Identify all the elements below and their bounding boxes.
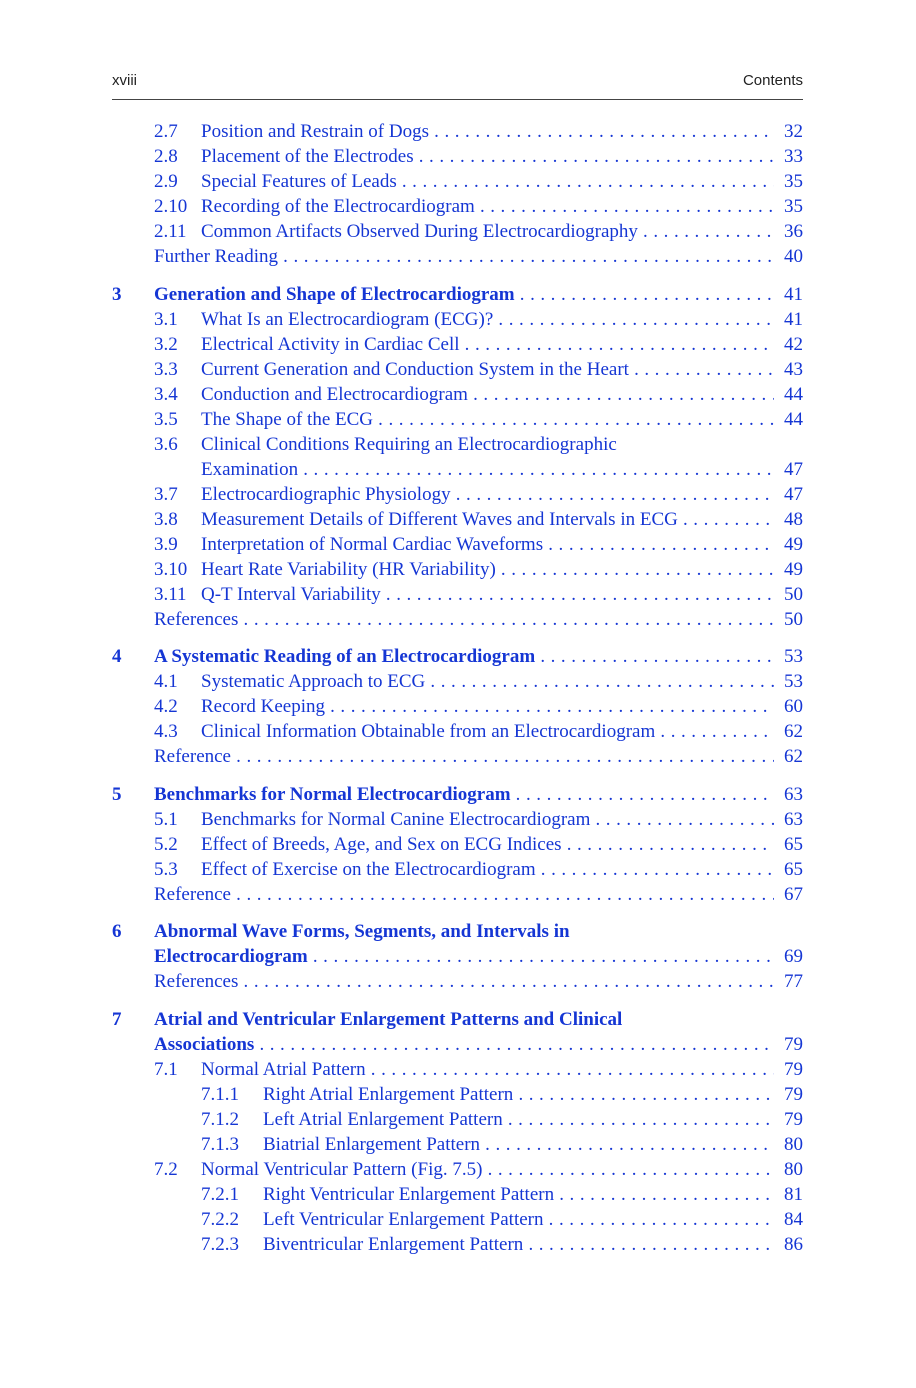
toc-entry-page[interactable]: 35 (784, 196, 803, 217)
toc-entry-title[interactable]: Recording of the Electrocardiogram . . . (201, 194, 774, 219)
toc-entry-number: 7 (112, 1009, 122, 1030)
toc-entry-page[interactable]: 60 (784, 696, 803, 717)
toc-entry-title[interactable]: Heart Rate Variability (HR Variability) . . . (201, 557, 774, 582)
toc-entry-number: 3.10 (154, 559, 188, 580)
toc-entry-page[interactable]: 32 (784, 121, 803, 142)
toc-entry[interactable] (0, 557, 916, 582)
toc-entry-title[interactable]: Clinical Information Obtainable from an Electrocardiogram . . . (201, 719, 774, 744)
toc-entry[interactable] (0, 944, 916, 969)
toc-entry[interactable] (0, 382, 916, 407)
toc-entry[interactable] (0, 1007, 916, 1032)
toc-entry-page[interactable]: 41 (784, 309, 803, 330)
toc-entry-title[interactable]: Benchmarks for Normal Electrocardiogram . . . (154, 782, 774, 807)
toc-entry-title[interactable]: Effect of Breeds, Age, and Sex on ECG Indices . . . (201, 832, 774, 857)
toc-entry-title[interactable]: Abnormal Wave Forms, Segments, and Intervals in (154, 921, 570, 942)
toc-entry-number: 2.10 (154, 196, 188, 217)
toc-entry-page[interactable]: 40 (784, 246, 803, 267)
toc-entry-number: 7.2.3 (201, 1234, 239, 1255)
toc-entry[interactable] (0, 194, 916, 219)
toc-entry-title[interactable]: Measurement Details of Different Waves and Intervals in ECG . . . (201, 507, 774, 532)
toc-entry-title[interactable]: Electrocardiographic Physiology . . . (201, 482, 774, 507)
toc-entry-page[interactable]: 42 (784, 334, 803, 355)
toc-entry-title[interactable]: The Shape of the ECG . . . (201, 407, 774, 432)
toc-entry-title[interactable]: References . . . (154, 969, 774, 994)
toc-entry[interactable] (0, 1157, 916, 1182)
toc-entry[interactable] (0, 1132, 916, 1157)
toc-entry-title[interactable]: Position and Restrain of Dogs . . . (201, 119, 774, 144)
toc-entry-number: 3.8 (154, 509, 178, 530)
toc-entry-title[interactable]: Conduction and Electrocardiogram . . . (201, 382, 774, 407)
toc-entry-number: 2.7 (154, 121, 178, 142)
running-header: Contents (742, 72, 803, 89)
toc-entry[interactable] (0, 457, 916, 482)
toc-entry-number: 3.3 (154, 359, 178, 380)
toc-entry-page[interactable]: 67 (784, 884, 803, 905)
toc-entry-number: 3.6 (154, 434, 178, 455)
toc-entry[interactable] (0, 357, 916, 382)
toc-entry-number: 3 (112, 284, 122, 305)
toc-entry[interactable] (0, 669, 916, 694)
toc-entry-number: 7.2.2 (201, 1209, 239, 1230)
toc-entry-title[interactable]: Biatrial Enlargement Pattern . . . (263, 1132, 774, 1157)
toc-entry-page[interactable]: 79 (784, 1059, 803, 1080)
toc-entry[interactable] (0, 307, 916, 332)
toc-entry-title[interactable]: Interpretation of Normal Cardiac Waveforms . . . (201, 532, 774, 557)
toc-entry-title[interactable]: Systematic Approach to ECG . . . (201, 669, 774, 694)
toc-entry-page[interactable]: 63 (784, 784, 803, 805)
toc-entry-number: 3.9 (154, 534, 178, 555)
toc-entry-title[interactable]: Effect of Exercise on the Electrocardiogram . . . (201, 857, 774, 882)
toc-entry-number: 3.5 (154, 409, 178, 430)
toc-entry[interactable] (0, 244, 916, 269)
toc-entry[interactable] (0, 1107, 916, 1132)
toc-entry-page[interactable]: 80 (784, 1134, 803, 1155)
toc-entry-number: 3.1 (154, 309, 178, 330)
toc-entry-page[interactable]: 79 (784, 1084, 803, 1105)
toc-entry-title[interactable]: Normal Ventricular Pattern (Fig. 7.5) . . . (201, 1157, 774, 1182)
toc-entry-page[interactable]: 79 (784, 1109, 803, 1130)
toc-entry[interactable] (0, 169, 916, 194)
toc-entry[interactable] (0, 119, 916, 144)
toc-entry-page[interactable]: 50 (784, 609, 803, 630)
toc-entry-number: 5 (112, 784, 122, 805)
toc-entry-title[interactable]: Q-T Interval Variability . . . (201, 582, 774, 607)
toc-entry-title[interactable]: What Is an Electrocardiogram (ECG)? . . . (201, 307, 774, 332)
toc-entry-title[interactable]: Examination . . . (201, 457, 774, 482)
toc-entry-number: 5.1 (154, 809, 178, 830)
toc-entry-page[interactable]: 62 (784, 746, 803, 767)
toc-entry-page[interactable]: 44 (784, 409, 803, 430)
toc-entry-page[interactable]: 77 (784, 971, 803, 992)
toc-entry-title[interactable]: Biventricular Enlargement Pattern . . . (263, 1232, 774, 1257)
toc-entry-number: 4.1 (154, 671, 178, 692)
toc-entry-number: 3.7 (154, 484, 178, 505)
toc-entry-number: 2.9 (154, 171, 178, 192)
toc-entry-number: 2.8 (154, 146, 178, 167)
toc-entry[interactable] (0, 832, 916, 857)
toc-entry-title[interactable]: Reference . . . (154, 744, 774, 769)
toc-entry-title[interactable]: Reference . . . (154, 882, 774, 907)
toc-entry-page[interactable]: 47 (784, 484, 803, 505)
toc-entry-number: 5.2 (154, 834, 178, 855)
toc-entry[interactable] (0, 407, 916, 432)
toc-entry-title[interactable]: Clinical Conditions Requiring an Electrocardiographic (201, 434, 617, 455)
toc-entry[interactable] (0, 969, 916, 994)
toc-entry[interactable] (0, 482, 916, 507)
toc-entry[interactable] (0, 1082, 916, 1107)
toc-entry-title[interactable]: Electrocardiogram . . . (154, 944, 774, 969)
toc-entry-page[interactable]: 49 (784, 559, 803, 580)
toc-entry-page[interactable]: 44 (784, 384, 803, 405)
toc-entry-title[interactable]: Electrical Activity in Cardiac Cell . . . (201, 332, 774, 357)
toc-entry-title[interactable]: Benchmarks for Normal Canine Electrocardiogram . . . (201, 807, 774, 832)
toc-entry-title[interactable]: Common Artifacts Observed During Electrocardiography . . . (201, 219, 774, 244)
toc-entry-page[interactable]: 65 (784, 834, 803, 855)
toc-entry-page[interactable]: 47 (784, 459, 803, 480)
toc-entry[interactable] (0, 807, 916, 832)
toc-entry[interactable] (0, 919, 916, 944)
toc-entry-page[interactable]: 69 (784, 946, 803, 967)
toc-entry[interactable] (0, 507, 916, 532)
toc-entry[interactable] (0, 694, 916, 719)
toc-entry-number: 3.2 (154, 334, 178, 355)
toc-entry[interactable] (0, 1182, 916, 1207)
toc-entry-title[interactable]: Atrial and Ventricular Enlargement Patterns and Clinical (154, 1009, 623, 1030)
toc-entry-number: 7.1 (154, 1059, 178, 1080)
toc-entry-number: 2.11 (154, 221, 187, 242)
toc-entry-title[interactable]: Further Reading . . . (154, 244, 774, 269)
toc-entry[interactable] (0, 332, 916, 357)
toc-entry[interactable] (0, 744, 916, 769)
toc-entry-number: 7.1.3 (201, 1134, 239, 1155)
toc-entry[interactable] (0, 607, 916, 632)
toc-entry-number: 4.2 (154, 696, 178, 717)
toc-entry[interactable] (0, 644, 916, 669)
toc-entry-page[interactable]: 86 (784, 1234, 803, 1255)
toc-entry[interactable] (0, 532, 916, 557)
toc-entry-number: 4.3 (154, 721, 178, 742)
toc-entry-title[interactable]: Right Ventricular Enlargement Pattern . . . (263, 1182, 774, 1207)
toc-entry-page[interactable]: 48 (784, 509, 803, 530)
toc-entry-title[interactable]: Associations . . . (154, 1032, 774, 1057)
toc-entry[interactable] (0, 719, 916, 744)
toc-entry-title[interactable]: Placement of the Electrodes . . . (201, 144, 774, 169)
toc-entry-page[interactable]: 53 (784, 646, 803, 667)
page-number-label: xviii (112, 72, 137, 89)
toc-entry[interactable] (0, 857, 916, 882)
toc-entry[interactable] (0, 432, 916, 457)
toc-entry-page[interactable]: 50 (784, 584, 803, 605)
toc-entry-number: 7.1.2 (201, 1109, 239, 1130)
toc-entry[interactable] (0, 782, 916, 807)
toc-entry[interactable] (0, 1057, 916, 1082)
toc-entry-page[interactable]: 43 (784, 359, 803, 380)
toc-entry-number: 6 (112, 921, 122, 942)
toc-entry-page[interactable]: 84 (784, 1209, 803, 1230)
toc-entry-number: 4 (112, 646, 122, 667)
toc-entry[interactable] (0, 582, 916, 607)
toc-entry-page[interactable]: 35 (784, 171, 803, 192)
toc-entry-number: 3.11 (154, 584, 187, 605)
toc-entry-title[interactable]: Right Atrial Enlargement Pattern . . . (263, 1082, 774, 1107)
toc-entry-title[interactable]: Normal Atrial Pattern . . . (201, 1057, 774, 1082)
toc-entry[interactable] (0, 1032, 916, 1057)
toc-entry-page[interactable]: 79 (784, 1034, 803, 1055)
toc-entry-page[interactable]: 53 (784, 671, 803, 692)
toc-entry-title[interactable]: Special Features of Leads . . . (201, 169, 774, 194)
toc-entry-title[interactable]: References . . . (154, 607, 774, 632)
toc-entry-title[interactable]: Left Atrial Enlargement Pattern . . . (263, 1107, 774, 1132)
toc-entry-title[interactable]: Left Ventricular Enlargement Pattern . . . (263, 1207, 774, 1232)
toc-entry-page[interactable]: 36 (784, 221, 803, 242)
toc-entry-page[interactable]: 41 (784, 284, 803, 305)
toc-entry-page[interactable]: 80 (784, 1159, 803, 1180)
toc-entry-title[interactable]: Generation and Shape of Electrocardiogram . . . (154, 282, 774, 307)
toc-entry-number: 7.2.1 (201, 1184, 239, 1205)
toc-entry[interactable] (0, 1232, 916, 1257)
toc-entry[interactable] (0, 144, 916, 169)
toc-entry-title[interactable]: Current Generation and Conduction System in the Heart . . . (201, 357, 774, 382)
toc-entry-title[interactable]: Record Keeping . . . (201, 694, 774, 719)
toc-entry-page[interactable]: 33 (784, 146, 803, 167)
toc-entry-page[interactable]: 81 (784, 1184, 803, 1205)
toc-entry-number: 7.1.1 (201, 1084, 239, 1105)
toc-entry-page[interactable]: 63 (784, 809, 803, 830)
toc-entry-number: 7.2 (154, 1159, 178, 1180)
toc-entry[interactable] (0, 219, 916, 244)
toc-entry-title[interactable]: A Systematic Reading of an Electrocardiogram . . . (154, 644, 774, 669)
toc-entry-number: 3.4 (154, 384, 178, 405)
toc-entry[interactable] (0, 882, 916, 907)
toc-entry[interactable] (0, 282, 916, 307)
toc-entry-page[interactable]: 65 (784, 859, 803, 880)
toc-entry-number: 5.3 (154, 859, 178, 880)
toc-entry-page[interactable]: 62 (784, 721, 803, 742)
toc-entry-page[interactable]: 49 (784, 534, 803, 555)
toc-entry[interactable] (0, 1207, 916, 1232)
